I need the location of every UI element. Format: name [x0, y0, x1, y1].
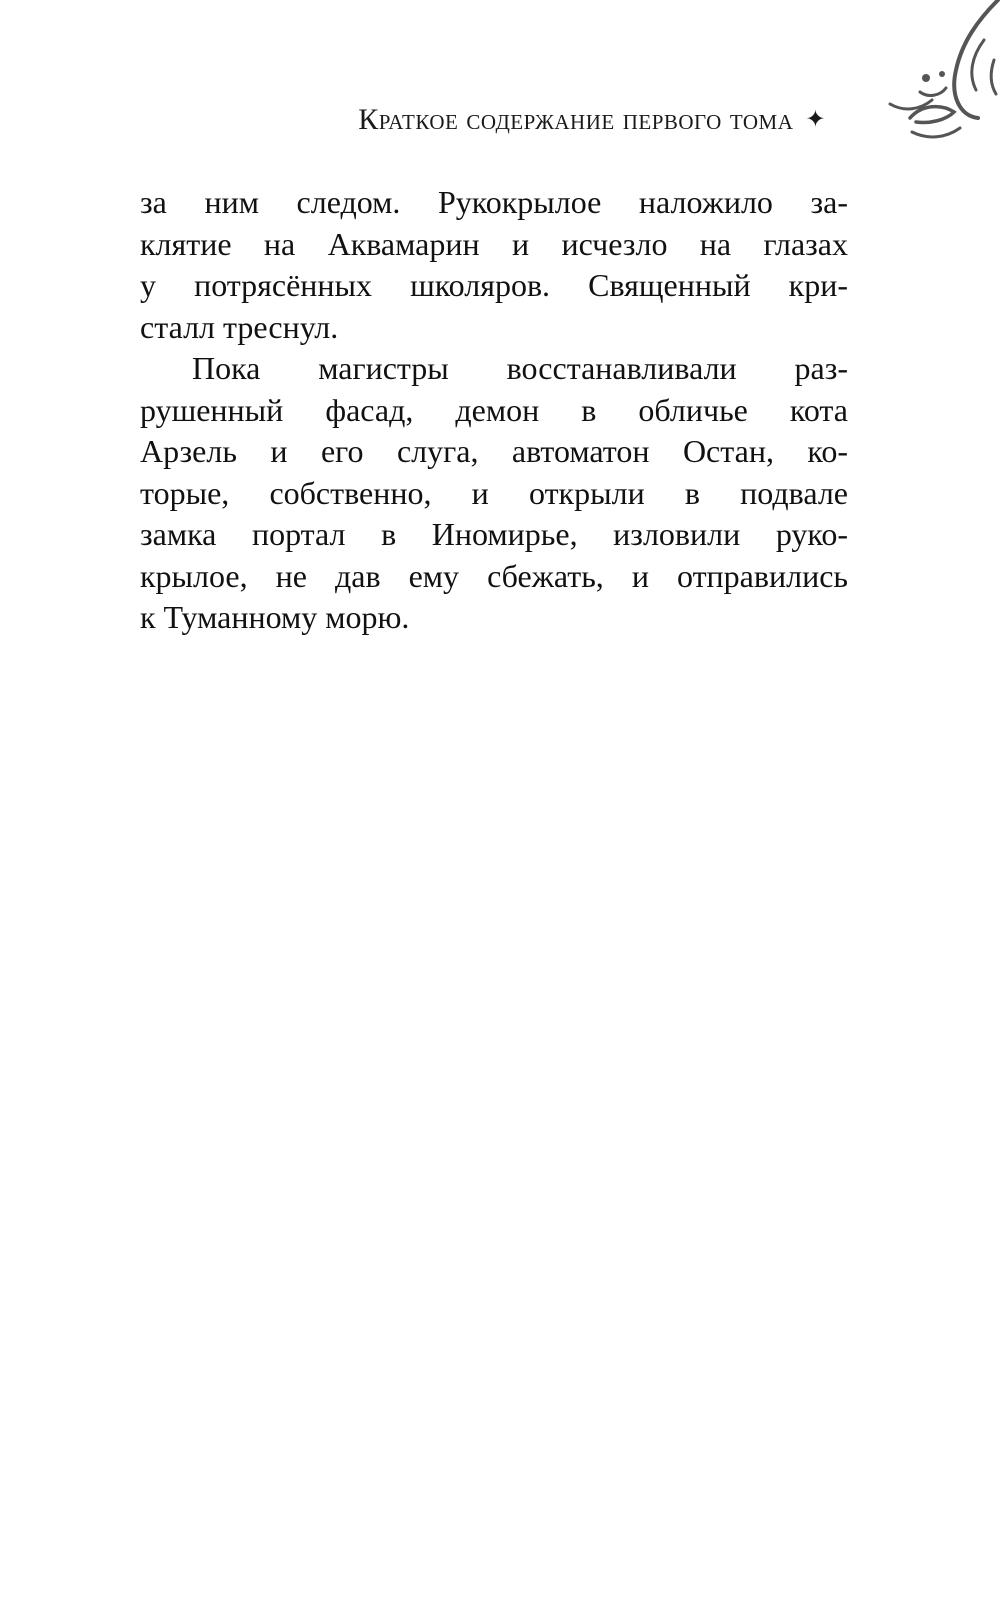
text-line: замка портал в Иномирье, изловили руко- [140, 516, 848, 552]
running-head [140, 103, 826, 137]
text-line: у потрясённых школяров. Священный кри- [140, 267, 848, 303]
text-line: крылое, не дав ему сбежать, и отправились [140, 557, 848, 594]
text-line: Пока магистры восстанавливали раз- [192, 350, 848, 386]
separator-star-icon: ✦ [805, 107, 826, 133]
flourish-ornament-icon [850, 0, 1000, 150]
text-line: сталл треснул. [140, 308, 339, 345]
text-line: рушенный фасад, демон в обличье кота [140, 391, 848, 428]
running-title: Краткое содержание первого тома [358, 103, 794, 136]
text-line: торые, собственно, и открыли в подвале [140, 474, 848, 511]
text-line: за ним следом. Рукокрылое наложило за- [140, 184, 848, 220]
paragraph-1 [140, 182, 848, 348]
body-text [140, 182, 848, 639]
paragraph-2 [140, 348, 848, 639]
text-line: к Туманному морю. [140, 599, 410, 635]
text-line: клятие на Аквамарин и исчезло на глазах [140, 225, 848, 262]
text-line: Арзель и его слуга, автоматон Остан, ко- [140, 433, 848, 469]
